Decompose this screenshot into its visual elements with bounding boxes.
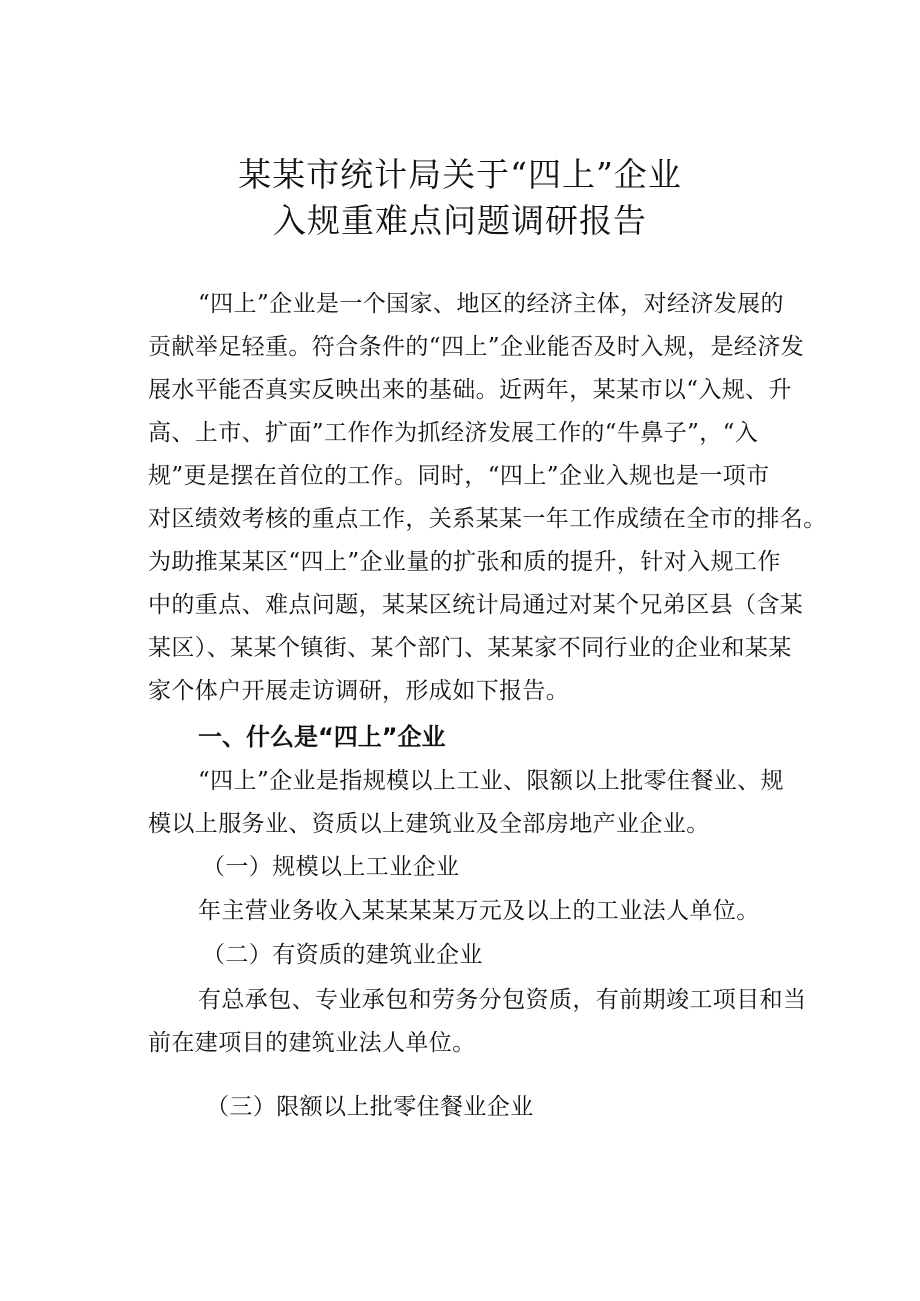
intro-paragraph-line: 规”更是摆在首位的工作。同时，“四上”企业入规也是一项市 <box>148 463 770 489</box>
document-title-line-2: 入规重难点问题调研报告 <box>273 201 647 240</box>
intro-paragraph-line: 高、上市、扩面”工作作为抓经济发展工作的“牛鼻子”，“入 <box>148 420 759 446</box>
intro-paragraph-line: 展水平能否真实反映出来的基础。近两年，某某市以“入规、升 <box>148 377 792 403</box>
subsection-2-text-line: 前在建项目的建筑业法人单位。 <box>148 1030 476 1056</box>
definition-paragraph-line: “四上”企业是指规模以上工业、限额以上批零住餐业、规 <box>198 768 784 794</box>
definition-paragraph-line: 模以上服务业、资质以上建筑业及全部房地产业企业。 <box>148 811 710 837</box>
intro-paragraph-line: 某区）、某某个镇街、某个部门、某某家不同行业的企业和某某 <box>148 635 792 661</box>
intro-paragraph-line: “四上”企业是一个国家、地区的经济主体，对经济发展的 <box>198 291 784 317</box>
subsection-2-text-line: 有总承包、专业承包和劳务分包资质，有前期竣工项目和当 <box>198 987 807 1013</box>
intro-paragraph-line: 贡献举足轻重。符合条件的“四上”企业能否及时入规，是经济发 <box>148 334 805 360</box>
subsection-1-text: 年主营业务收入某某某某万元及以上的工业法人单位。 <box>198 898 760 924</box>
subsection-2-heading: （二）有资质的建筑业企业 <box>202 942 483 968</box>
intro-paragraph-line: 家个体户开展走访调研，形成如下报告。 <box>148 678 570 704</box>
document-title-line-1: 某某市统计局关于“四上”企业 <box>238 155 682 194</box>
intro-paragraph-line: 为助推某某区“四上”企业量的扩张和质的提升，针对入规工作 <box>148 549 781 575</box>
intro-paragraph-line: 对区绩效考核的重点工作，关系某某一年工作成绩在全市的排名。 <box>148 506 827 532</box>
intro-paragraph-line: 中的重点、难点问题，某某区统计局通过对某个兄弟区县（含某 <box>148 592 804 618</box>
section-1-heading: 一、什么是“四上”企业 <box>198 723 446 751</box>
subsection-1-heading: （一）规模以上工业企业 <box>202 854 460 880</box>
subsection-3-heading: （三）限额以上批零住餐业企业 <box>206 1094 534 1120</box>
